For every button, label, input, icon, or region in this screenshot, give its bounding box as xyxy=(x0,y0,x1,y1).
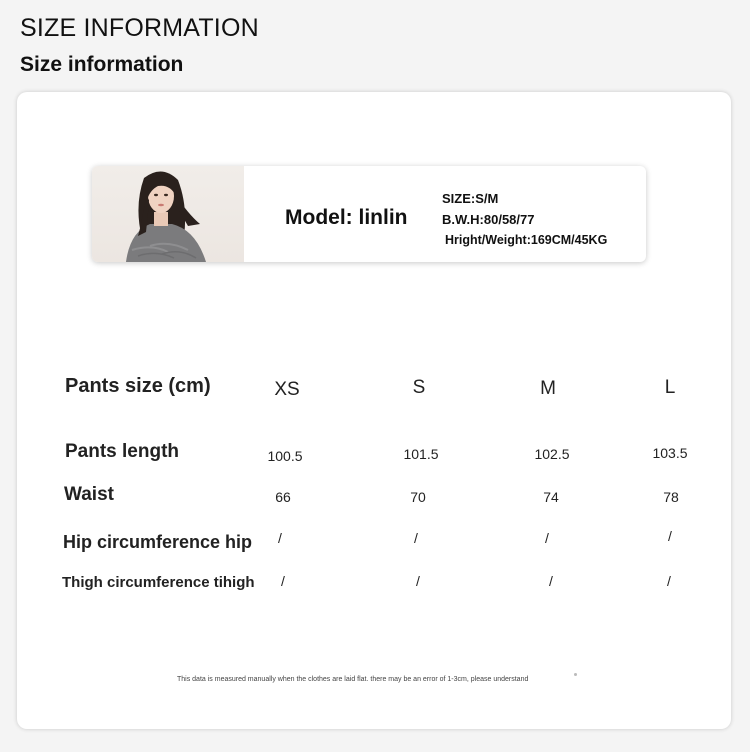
table-cell: 66 xyxy=(275,489,291,505)
model-name: Model: linlin xyxy=(285,206,408,229)
table-cell: 74 xyxy=(543,489,559,505)
table-cell: / xyxy=(667,573,671,589)
table-cell: / xyxy=(414,530,418,546)
row-label-hip: Hip circumference hip xyxy=(63,532,253,552)
page-subtitle: Size information xyxy=(20,53,184,76)
model-size: SIZE:S/M xyxy=(442,191,499,206)
page-title: SIZE INFORMATION xyxy=(20,14,259,42)
table-cell: 103.5 xyxy=(652,445,688,461)
size-l: L xyxy=(664,377,676,398)
model-height-weight: Hright/Weight:169CM/45KG xyxy=(445,233,608,247)
size-s: S xyxy=(412,377,426,398)
size-m: M xyxy=(540,378,556,399)
model-photo xyxy=(92,166,244,262)
row-label-pants-length: Pants length xyxy=(65,441,180,462)
model-info-box xyxy=(92,166,646,262)
table-cell: / xyxy=(278,530,282,546)
measurement-note: This data is measured manually when the clothes are laid flat. there may be an error of 1-3cm, please understand xyxy=(177,676,529,683)
table-cell: 102.5 xyxy=(534,446,570,462)
model-bwh: B.W.H:80/58/77 xyxy=(442,212,535,227)
size-xs: XS xyxy=(274,379,300,400)
table-cell: / xyxy=(281,573,285,589)
table-cell: 101.5 xyxy=(403,446,439,462)
table-cell: 100.5 xyxy=(267,448,303,464)
table-header-label: Pants size (cm) xyxy=(65,375,211,397)
decorative-dot xyxy=(574,673,577,676)
table-cell: / xyxy=(416,573,420,589)
table-cell: / xyxy=(668,528,672,544)
table-cell: / xyxy=(545,530,549,546)
row-label-waist: Waist xyxy=(64,484,114,505)
table-cell: / xyxy=(549,573,553,589)
table-cell: 78 xyxy=(663,489,679,505)
size-card xyxy=(17,92,731,729)
model-photo-illustration xyxy=(92,166,244,262)
table-cell: 70 xyxy=(410,489,426,505)
row-label-thigh: Thigh circumference tihigh xyxy=(62,574,255,591)
model-stats xyxy=(442,188,607,251)
